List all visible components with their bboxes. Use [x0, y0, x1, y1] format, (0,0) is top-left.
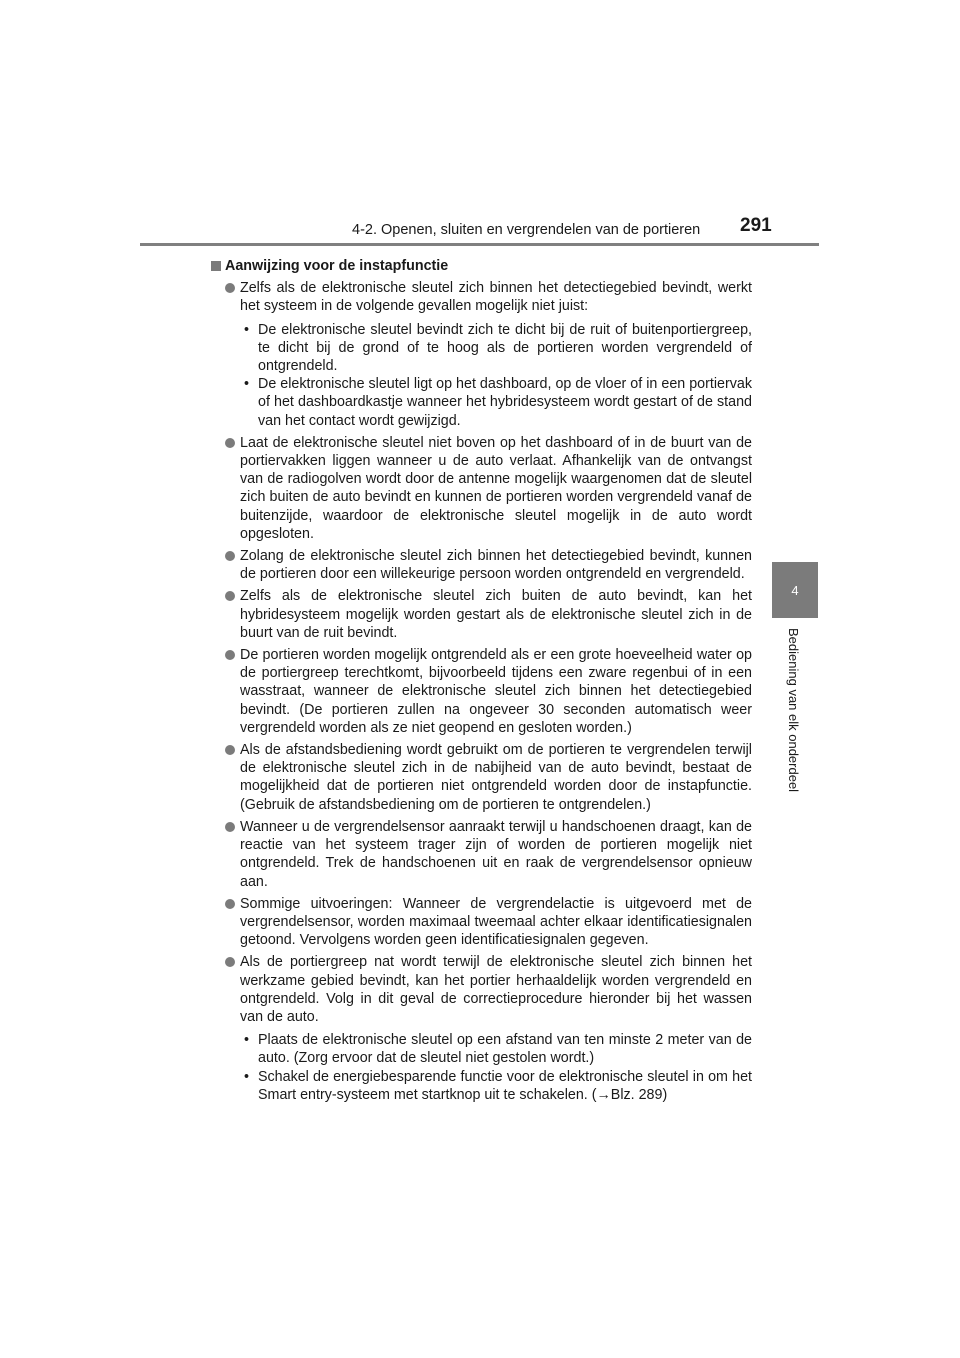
bullet-text: Wanneer u de vergrendelsensor aanraakt terwijl u handschoenen draagt, kan de reactie van het systeem trager zijn of worden de portieren mogelijk niet ontgrendeld. Trek de handschoenen uit en raak de vergrendelsensor opnieuw aan.: [240, 818, 752, 890]
chapter-title: 4-2. Openen, sluiten en vergrendelen van de portieren: [352, 222, 701, 238]
section-heading: [210, 257, 752, 275]
bullet-row: [210, 547, 752, 583]
sub-list: [210, 1031, 752, 1104]
sub-list-text: De elektronische sleutel bevindt zich te dicht bij de ruit of buitenportiergreep, te dicht bij de grond of te hoog als de portieren worden vergrendeld of ontgrendeld.: [258, 321, 752, 375]
round-bullet-icon: [225, 957, 235, 967]
list-item: [210, 646, 752, 737]
small-bullet-icon: •: [244, 1068, 250, 1085]
chapter-tab-label: Bediening van elk onderdeel: [786, 628, 801, 793]
square-bullet-icon: [211, 261, 221, 271]
list-item: [210, 434, 752, 543]
small-bullet-icon: •: [244, 376, 250, 393]
sub-list-item: [244, 321, 752, 376]
bullet-text: Zolang de elektronische sleutel zich binnen het detectiegebied bevindt, kunnen de portieren door een willekeurige persoon worden ontgrendeld en vergrendeld.: [240, 548, 752, 583]
bullet-text: Zelfs als de elektronische sleutel zich buiten de auto bevindt, kan het hybridesysteem mogelijk worden gestart als de elektronische sleutel zich in de buurt van de ruit bevindt.: [240, 588, 752, 641]
bullet-text: Laat de elektronische sleutel niet boven op het dashboard of in de buurt van de portiervakken liggen wanneer u de auto verlaat. Afhankelijk van de ontvangst van de radiogolven wordt door de antenne mogelijk waargenomen dat de sleutel zich buiten de auto bevindt en kunnen de portieren worden vergrendeld vanaf de buitenzijde, waardoor de elektronische sleutel mogelijk in de auto wordt opgesloten.: [240, 434, 752, 542]
list-item: [210, 953, 752, 1104]
page-content: [210, 257, 752, 1105]
bullet-text: Als de portiergreep nat wordt terwijl de elektronische sleutel zich binnen het werkzame gebied bevindt, kan het portier herhaaldelijk worden vergrendeld en ontgrendeld. Volg in dit geval de correctieprocedure hieronder bij het wassen van de auto.: [240, 954, 752, 1025]
list-item: [210, 279, 752, 430]
sub-list-text: Plaats de elektronische sleutel op een afstand van ten minste 2 meter van de auto. (Zorg ervoor dat de sleutel niet gestolen wordt.): [258, 1032, 752, 1067]
round-bullet-icon: [225, 283, 235, 293]
small-bullet-icon: •: [244, 321, 250, 338]
list-item: [210, 895, 752, 950]
bullet-row: [210, 646, 752, 737]
bullet-text: Zelfs als de elektronische sleutel zich binnen het detectiegebied bevindt, werkt het systeem in de volgende gevallen mogelijk niet juist:: [240, 280, 752, 315]
page-number: 291: [740, 215, 772, 236]
chapter-tab-number: 4: [791, 582, 799, 598]
bullet-row: [210, 279, 752, 315]
bullet-row: [210, 895, 752, 950]
bullet-row: [210, 741, 752, 814]
list-item: [210, 741, 752, 814]
round-bullet-icon: [225, 822, 235, 832]
round-bullet-icon: [225, 551, 235, 561]
bullet-text: De portieren worden mogelijk ontgrendeld als er een grote hoeveelheid water op de portiergreep terechtkomt, bijvoorbeeld tijdens een zware regenbui of in een wasstraat, wanneer de elektronische sleutel zich binnen het detectiegebied bevindt. (De portieren zullen na ongeveer 30 seconden automatisch weer vergrendeld worden als ze niet geopend en gesloten worden.): [240, 647, 752, 736]
round-bullet-icon: [225, 591, 235, 601]
bullet-text: Sommige uitvoeringen: Wanneer de vergrendelactie is uitgevoerd met de vergrendelsensor, worden maximaal tweemaal achter elkaar identificatiesignalen getoond. Vervolgens worden geen identificatiesignalen gegeven.: [240, 895, 752, 949]
bullet-text: Als de afstandsbediening wordt gebruikt om de portieren te vergrendelen terwijl de elektronische sleutel zich in de nabijheid van de auto bevindt, bestaat de mogelijkheid dat de portieren niet ontgrendeld worden door de instapfunctie. (Gebruik de afstandsbediening om de portieren te ontgrendelen.): [240, 742, 752, 813]
bullet-row: [210, 953, 752, 1026]
bullet-row: [210, 587, 752, 642]
list-item: [210, 818, 752, 891]
section-heading-text: Aanwijzing voor de instapfunctie: [225, 258, 449, 274]
list-item: [210, 547, 752, 583]
sub-list-item: [244, 1031, 752, 1067]
sub-list-item: [244, 375, 752, 430]
sub-list-item: [244, 1068, 752, 1104]
round-bullet-icon: [225, 438, 235, 448]
sub-list-text: Schakel de energiebesparende functie voor de elektronische sleutel in om het Smart entry-systeem met startknop uit te schakelen. (→Blz. 289): [258, 1068, 752, 1103]
round-bullet-icon: [225, 650, 235, 660]
header-rule: [140, 243, 819, 246]
small-bullet-icon: •: [244, 1032, 250, 1049]
list-item: [210, 587, 752, 642]
sub-list-text: De elektronische sleutel ligt op het dashboard, op de vloer of in een portiervak of het dashboardkastje wanneer het hybridesysteem wordt gestart of de stand van het contact wordt gewijzigd.: [258, 376, 752, 429]
bullet-list: [210, 279, 752, 1104]
round-bullet-icon: [225, 745, 235, 755]
chapter-tab: [772, 562, 818, 618]
bullet-row: [210, 818, 752, 891]
bullet-row: [210, 434, 752, 543]
round-bullet-icon: [225, 899, 235, 909]
sub-list: [210, 321, 752, 430]
